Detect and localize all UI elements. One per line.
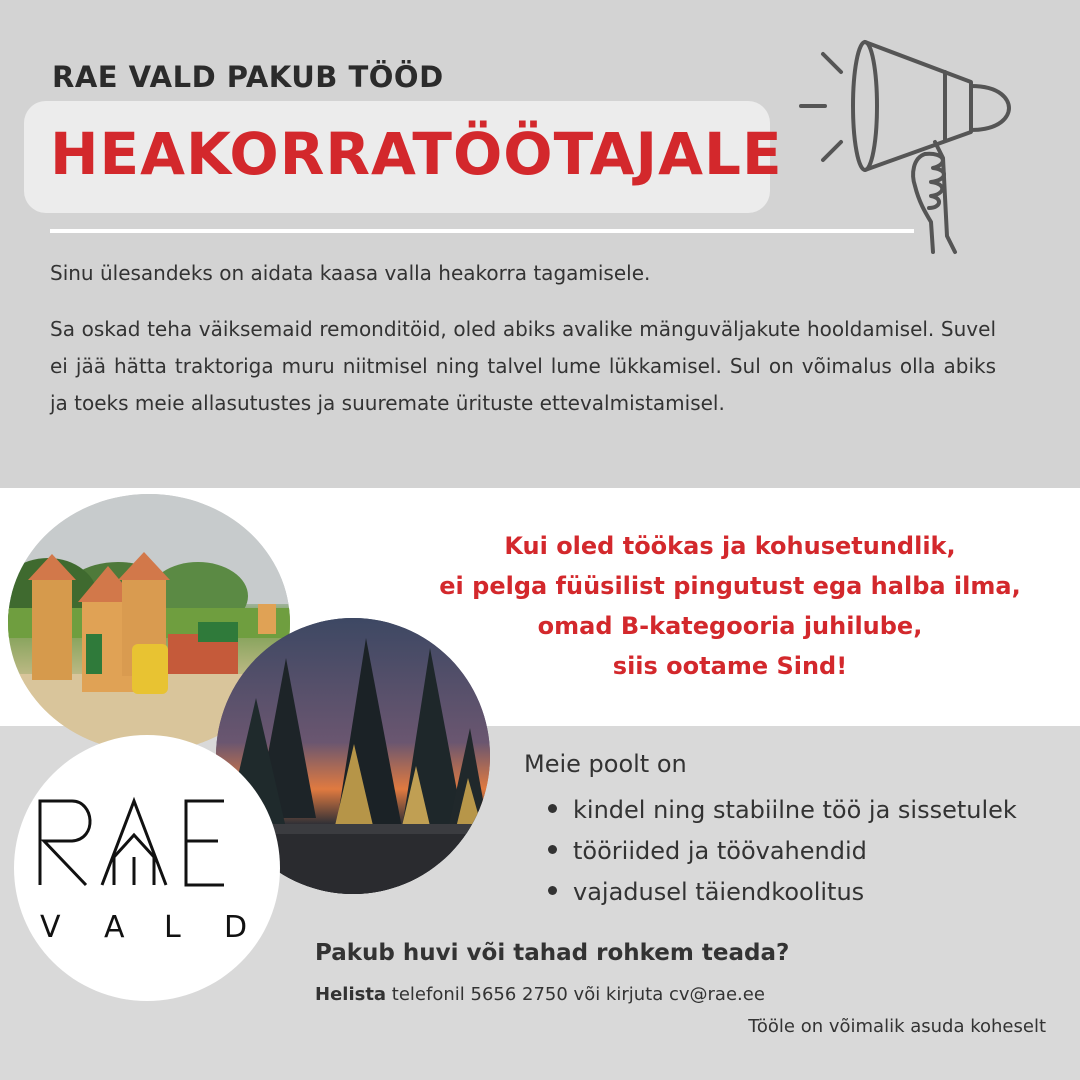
divider-line xyxy=(50,229,914,233)
cta-line: siis ootame Sind! xyxy=(612,652,848,680)
offer-item-text: tööriided ja töövahendid xyxy=(573,837,867,865)
megaphone-icon xyxy=(795,36,1035,260)
page-title: HEAKORRATÖÖTAJALE xyxy=(50,120,783,188)
contact-line xyxy=(315,984,765,1005)
kicker-heading: RAE VALD PAKUB TÖÖD xyxy=(52,60,444,94)
contact-question: Pakub huvi või tahad rohkem teada? xyxy=(315,940,790,966)
cta-line: ei pelga füüsilist pingutust ega halba ilma, xyxy=(439,572,1021,600)
svg-text:L: L xyxy=(164,910,181,945)
list-item xyxy=(548,790,1017,831)
intro-text: Sinu ülesandeks on aidata kaasa valla heakorra tagamisele. xyxy=(50,261,651,285)
svg-text:V: V xyxy=(40,910,63,945)
call-label: Helista xyxy=(315,984,387,1005)
bullet-icon xyxy=(548,845,557,854)
offer-item-text: vajadusel täiendkoolitus xyxy=(573,878,865,906)
start-note: Tööle on võimalik asuda koheselt xyxy=(748,1016,1046,1037)
cta-line: omad B-kategooria juhilube, xyxy=(537,612,923,640)
svg-text:A: A xyxy=(104,910,125,945)
call-to-action xyxy=(405,526,1055,686)
list-item xyxy=(548,872,1017,913)
contact-details: telefonil 5656 2750 või kirjuta cv@rae.ee xyxy=(386,984,765,1005)
offer-list xyxy=(548,790,1017,913)
rae-vald-logo xyxy=(14,735,280,1001)
list-item xyxy=(548,831,1017,872)
offer-item-text: kindel ning stabiilne töö ja sissetulek xyxy=(573,796,1017,824)
job-description: Sa oskad teha väiksemaid remonditöid, oled abiks avalike mänguväljakute hooldamisel. Suvel ei jää hätta traktoriga muru niitmisel ning talvel lume lükkamisel. Sul on võimalus olla abiks ja toeks meie allasutustes ja suuremate ürituste ettevalmistamisel. xyxy=(50,317,996,415)
cta-line: Kui oled töökas ja kohusetundlik, xyxy=(504,532,956,560)
bullet-icon xyxy=(548,804,557,813)
bullet-icon xyxy=(548,886,557,895)
svg-text:D: D xyxy=(224,910,248,945)
offer-heading: Meie poolt on xyxy=(524,750,687,778)
